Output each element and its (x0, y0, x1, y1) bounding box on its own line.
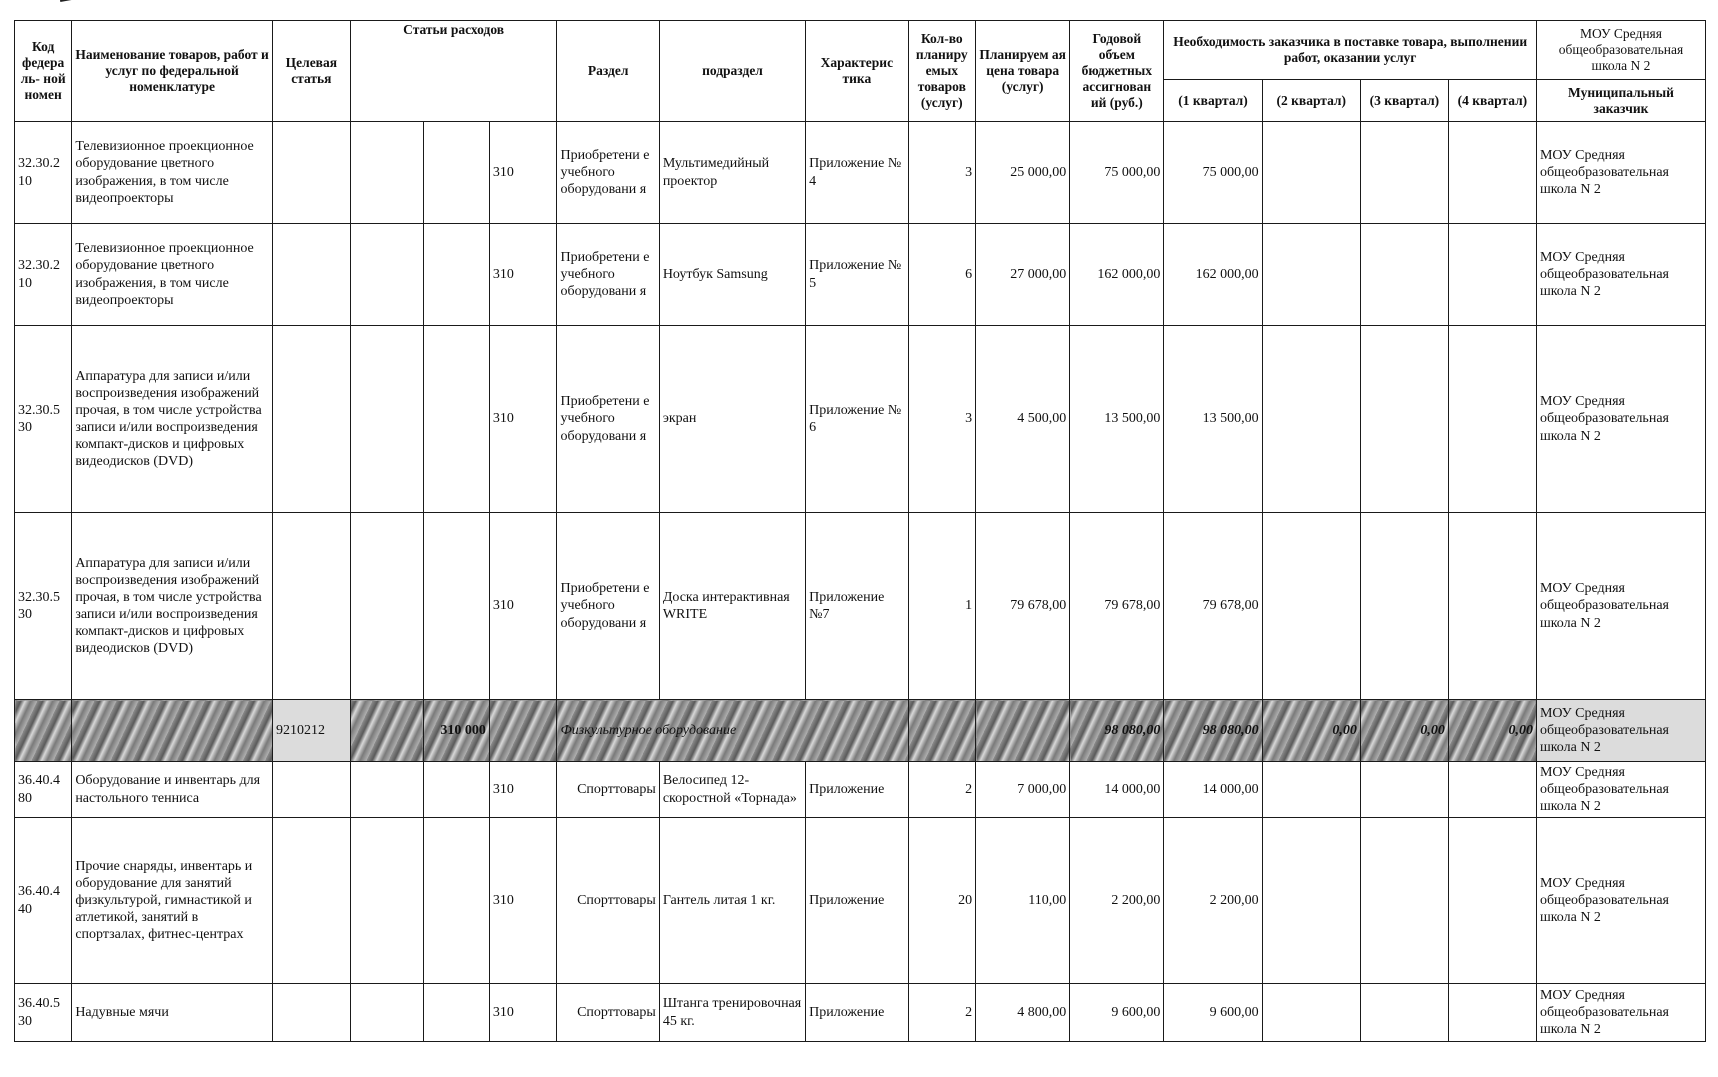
cell-customer: МОУ Средняя общеобразовательная школа N 2 (1536, 224, 1705, 326)
cell-price: 7 000,00 (976, 762, 1070, 818)
cell-qty: 2 (908, 984, 976, 1042)
cell-code: 36.40.4 40 (15, 818, 72, 984)
band-name (72, 700, 273, 762)
cell-customer: МОУ Средняя общеобразовательная школа N 2 (1536, 984, 1705, 1042)
cell-article-b (424, 984, 490, 1042)
cell-customer: МОУ Средняя общеобразовательная школа N 2 (1536, 513, 1705, 700)
cell-article: 310 (489, 984, 557, 1042)
cell-code: 32.30.2 10 (15, 224, 72, 326)
cell-target (272, 762, 350, 818)
cell-section: Приобретени е учебного оборудовани я (557, 326, 659, 513)
cell-qty: 20 (908, 818, 976, 984)
band-q4: 0,00 (1448, 700, 1536, 762)
cell-price: 25 000,00 (976, 122, 1070, 224)
band-customer: МОУ Средняя общеобразовательная школа N 2 (1536, 700, 1705, 762)
cell-subsection: Гантель литая 1 кг. (659, 818, 805, 984)
cell-code: 32.30.5 30 (15, 326, 72, 513)
cell-annual: 162 000,00 (1070, 224, 1164, 326)
cell-customer: МОУ Средняя общеобразовательная школа N 2 (1536, 122, 1705, 224)
table-row (15, 326, 1706, 513)
cell-q1: 9 600,00 (1164, 984, 1262, 1042)
band-article (489, 700, 557, 762)
col-target-header: Целевая статья (272, 21, 350, 122)
cell-section: Спорттовары (557, 984, 659, 1042)
table-row (15, 224, 1706, 326)
band-qty (908, 700, 976, 762)
cell-article: 310 (489, 224, 557, 326)
cell-q1: 2 200,00 (1164, 818, 1262, 984)
cell-qty: 3 (908, 326, 976, 513)
cell-customer: МОУ Средняя общеобразовательная школа N 2 (1536, 326, 1705, 513)
cell-characteristic: Приложение №7 (806, 513, 908, 700)
cell-characteristic: Приложение (806, 818, 908, 984)
cell-article-b (424, 762, 490, 818)
cell-section: Приобретени е учебного оборудовани я (557, 122, 659, 224)
cell-article: 310 (489, 762, 557, 818)
cell-article-b (424, 224, 490, 326)
cell-article: 310 (489, 326, 557, 513)
cell-customer: МОУ Средняя общеобразовательная школа N 2 (1536, 762, 1705, 818)
cell-qty: 6 (908, 224, 976, 326)
cell-section: Приобретени е учебного оборудовани я (557, 224, 659, 326)
cell-price: 79 678,00 (976, 513, 1070, 700)
cell-q2 (1262, 513, 1360, 700)
col-qty-header: Кол-во планиру емых товаров (услуг) (908, 21, 976, 122)
procurement-schedule-table (14, 20, 1706, 1042)
cell-article-b (424, 513, 490, 700)
cell-price: 27 000,00 (976, 224, 1070, 326)
cell-q1: 79 678,00 (1164, 513, 1262, 700)
cell-article-a (350, 818, 424, 984)
cell-section: Спорттовары (557, 762, 659, 818)
cell-article-a (350, 326, 424, 513)
cell-article-a (350, 122, 424, 224)
cell-annual: 14 000,00 (1070, 762, 1164, 818)
col-code-header: Код федера ль- ной номен (15, 21, 72, 122)
cell-q3 (1360, 326, 1448, 513)
cell-target (272, 326, 350, 513)
cell-price: 4 500,00 (976, 326, 1070, 513)
cell-article: 310 (489, 122, 557, 224)
cell-q3 (1360, 818, 1448, 984)
q1-header: (1 квартал) (1164, 80, 1262, 122)
cell-code: 36.40.5 30 (15, 984, 72, 1042)
cell-characteristic: Приложение № 5 (806, 224, 908, 326)
band-q2: 0,00 (1262, 700, 1360, 762)
cell-q1: 75 000,00 (1164, 122, 1262, 224)
col-need-header: Необходимость заказчика в поставке товара, выполнении работ, оказании услуг (1164, 21, 1537, 80)
cell-characteristic: Приложение № 6 (806, 326, 908, 513)
cell-customer: МОУ Средняя общеобразовательная школа N 2 (1536, 818, 1705, 984)
cell-annual: 79 678,00 (1070, 513, 1164, 700)
cell-q2 (1262, 224, 1360, 326)
cell-article-a (350, 224, 424, 326)
cell-name: Телевизионное проекционное оборудование цветного изображения, в том числе видеопроекторы (72, 224, 273, 326)
customer-label-header: Муниципальный заказчик (1536, 80, 1705, 122)
cell-annual: 75 000,00 (1070, 122, 1164, 224)
cell-qty: 2 (908, 762, 976, 818)
cell-target (272, 818, 350, 984)
band-code (15, 700, 72, 762)
cell-q1: 14 000,00 (1164, 762, 1262, 818)
cell-characteristic: Приложение № 4 (806, 122, 908, 224)
cell-q4 (1448, 513, 1536, 700)
cell-article-a (350, 984, 424, 1042)
cell-annual: 9 600,00 (1070, 984, 1164, 1042)
cell-characteristic: Приложение (806, 984, 908, 1042)
q2-header: (2 квартал) (1262, 80, 1360, 122)
cell-section: Приобретени е учебного оборудовани я (557, 513, 659, 700)
cell-annual: 13 500,00 (1070, 326, 1164, 513)
cell-q4 (1448, 122, 1536, 224)
header-row-1 (15, 21, 1706, 80)
cell-q2 (1262, 818, 1360, 984)
table-row (15, 513, 1706, 700)
cell-q3 (1360, 122, 1448, 224)
cell-code: 36.40.4 80 (15, 762, 72, 818)
cell-article-a (350, 762, 424, 818)
cell-q3 (1360, 984, 1448, 1042)
band-label: Физкультурное оборудование (557, 700, 908, 762)
cell-annual: 2 200,00 (1070, 818, 1164, 984)
cell-target (272, 984, 350, 1042)
cell-article-b (424, 326, 490, 513)
cell-q2 (1262, 122, 1360, 224)
cell-price: 4 800,00 (976, 984, 1070, 1042)
cell-section: Спорттовары (557, 818, 659, 984)
cell-name: Аппаратура для записи и/или воспроизведения изображений прочая, в том числе устройства записи и/или воспроизведения компакт-дисков и цифровых видеодисков (DVD) (72, 326, 273, 513)
cell-price: 110,00 (976, 818, 1070, 984)
cell-q2 (1262, 984, 1360, 1042)
col-characteristic-header: Характерис тика (806, 21, 908, 122)
cell-article: 310 (489, 513, 557, 700)
cell-target (272, 122, 350, 224)
col-section-header: Раздел (557, 21, 659, 122)
cell-article-b (424, 818, 490, 984)
cell-name: Прочие снаряды, инвентарь и оборудование для занятий физкультурой, гимнастикой и атлетикой, занятий в спортзалах, фитнес-центрах (72, 818, 273, 984)
cell-subsection: экран (659, 326, 805, 513)
cell-code: 32.30.5 30 (15, 513, 72, 700)
cell-article-a (350, 513, 424, 700)
cell-q4 (1448, 224, 1536, 326)
cell-subsection: Доска интерактивная WRITE (659, 513, 805, 700)
cell-target (272, 224, 350, 326)
table-row (15, 122, 1706, 224)
band-q1: 98 080,00 (1164, 700, 1262, 762)
cell-q1: 13 500,00 (1164, 326, 1262, 513)
cell-q3 (1360, 513, 1448, 700)
cell-characteristic: Приложение (806, 762, 908, 818)
table-row (15, 984, 1706, 1042)
cell-qty: 1 (908, 513, 976, 700)
cell-q4 (1448, 326, 1536, 513)
band-target: 9210212 (272, 700, 350, 762)
band-q3: 0,00 (1360, 700, 1448, 762)
cell-subsection: Мультимедийный проектор (659, 122, 805, 224)
cell-q3 (1360, 224, 1448, 326)
cell-subsection: Велосипед 12-скоростной «Торнада» (659, 762, 805, 818)
cell-q2 (1262, 326, 1360, 513)
cell-q1: 162 000,00 (1164, 224, 1262, 326)
cell-q4 (1448, 984, 1536, 1042)
col-price-header: Планируем ая цена товара (услуг) (976, 21, 1070, 122)
cell-q4 (1448, 818, 1536, 984)
cell-article: 310 (489, 818, 557, 984)
cell-subsection: Ноутбук Samsung (659, 224, 805, 326)
col-name-header: Наименование товаров, работ и услуг по федеральной номенклатуре (72, 21, 273, 122)
cell-subsection: Штанга тренировочная 45 кг. (659, 984, 805, 1042)
col-subsection-header: подраздел (659, 21, 805, 122)
cell-q3 (1360, 762, 1448, 818)
cell-target (272, 513, 350, 700)
cell-q4 (1448, 762, 1536, 818)
col-articles-header: Статьи расходов (350, 21, 557, 122)
col-annual-header: Годовой объем бюджетных ассигнован ий (руб.) (1070, 21, 1164, 122)
cell-code: 32.30.2 10 (15, 122, 72, 224)
band-annual: 98 080,00 (1070, 700, 1164, 762)
table-row (15, 762, 1706, 818)
q4-header: (4 квартал) (1448, 80, 1536, 122)
cell-q2 (1262, 762, 1360, 818)
cell-qty: 3 (908, 122, 976, 224)
cell-name: Надувные мячи (72, 984, 273, 1042)
cell-name: Телевизионное проекционное оборудование цветного изображения, в том числе видеопроекторы (72, 122, 273, 224)
band-price (976, 700, 1070, 762)
band-article-group: 310 000 (424, 700, 490, 762)
col-customer-school-header: МОУ Средняя общеобразовательная школа N 2 (1536, 21, 1705, 80)
scan-pen-mark (60, 0, 122, 16)
subtotal-row (15, 700, 1706, 762)
cell-name: Оборудование и инвентарь для настольного тенниса (72, 762, 273, 818)
cell-article-b (424, 122, 490, 224)
cell-name: Аппаратура для записи и/или воспроизведения изображений прочая, в том числе устройства записи и/или воспроизведения компакт-дисков и цифровых видеодисков (DVD) (72, 513, 273, 700)
q3-header: (3 квартал) (1360, 80, 1448, 122)
band-article-a (350, 700, 424, 762)
table-row (15, 818, 1706, 984)
